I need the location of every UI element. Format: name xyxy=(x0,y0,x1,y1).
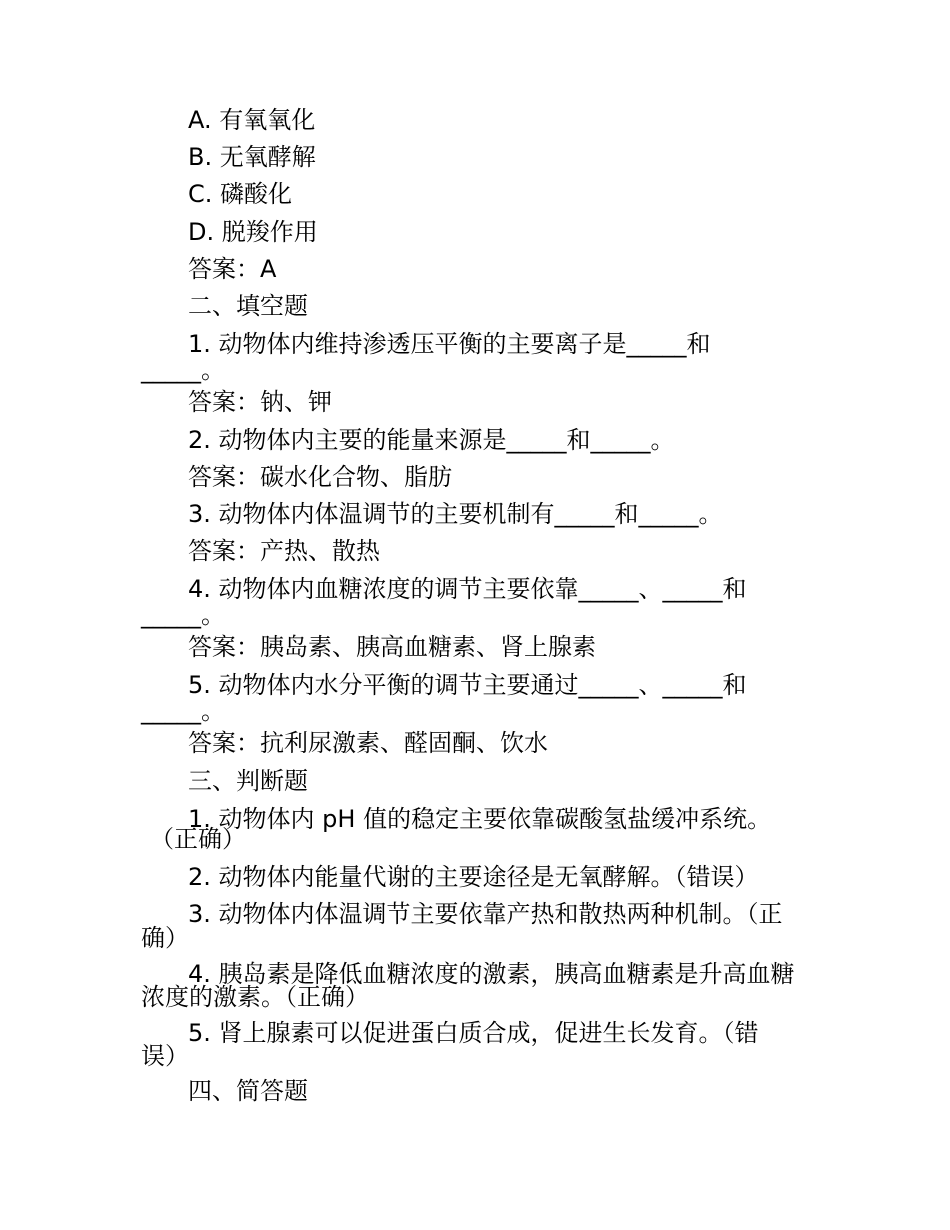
option-b: B. 无氧酵解 xyxy=(188,143,316,171)
fill-question-2: 2. 动物体内主要的能量来源是_____和_____。 xyxy=(188,426,675,454)
section-heading-fill-blank: 二、填空题 xyxy=(188,292,308,320)
section-heading-short-answer: 四、简答题 xyxy=(188,1077,308,1105)
choice-answer: 答案：A xyxy=(188,255,277,283)
tf-question-1-cont: （正确） xyxy=(150,825,246,853)
tf-question-1: 1. 动物体内 pH 值的稳定主要依靠碳酸氢盐缓冲系统。 xyxy=(188,805,772,833)
fill-question-3: 3. 动物体内体温调节的主要机制有_____和_____。 xyxy=(188,500,723,528)
section-heading-true-false: 三、判断题 xyxy=(188,767,308,795)
tf-question-4-cont: 浓度的激素。（正确） xyxy=(141,983,369,1011)
fill-answer-5: 答案：抗利尿激素、醛固酮、饮水 xyxy=(188,729,548,757)
fill-answer-3: 答案：产热、散热 xyxy=(188,537,380,565)
option-d: D. 脱羧作用 xyxy=(188,218,318,246)
fill-question-5: 5. 动物体内水分平衡的调节主要通过_____、_____和 xyxy=(188,671,747,699)
tf-question-5: 5. 肾上腺素可以促进蛋白质合成，促进生长发育。（错 xyxy=(188,1019,759,1047)
option-c: C. 磷酸化 xyxy=(188,180,293,208)
fill-question-5-cont: _____。 xyxy=(141,697,225,725)
fill-answer-1: 答案：钠、钾 xyxy=(188,388,332,416)
tf-question-5-cont: 误） xyxy=(141,1042,189,1070)
fill-answer-4: 答案：胰岛素、胰高血糖素、肾上腺素 xyxy=(188,633,596,661)
tf-question-2: 2. 动物体内能量代谢的主要途径是无氧酵解。（错误） xyxy=(188,863,759,891)
fill-question-1-cont: _____。 xyxy=(141,356,225,384)
option-a: A. 有氧氧化 xyxy=(188,106,316,134)
fill-question-1: 1. 动物体内维持渗透压平衡的主要离子是_____和 xyxy=(188,330,711,358)
tf-question-3-cont: 确） xyxy=(141,924,189,952)
fill-answer-2: 答案：碳水化合物、脂肪 xyxy=(188,463,452,491)
tf-question-3: 3. 动物体内体温调节主要依靠产热和散热两种机制。（正 xyxy=(188,900,783,928)
fill-question-4: 4. 动物体内血糖浓度的调节主要依靠_____、_____和 xyxy=(188,575,747,603)
tf-question-4: 4. 胰岛素是降低血糖浓度的激素，胰高血糖素是升高血糖 xyxy=(188,960,795,988)
fill-question-4-cont: _____。 xyxy=(141,601,225,629)
